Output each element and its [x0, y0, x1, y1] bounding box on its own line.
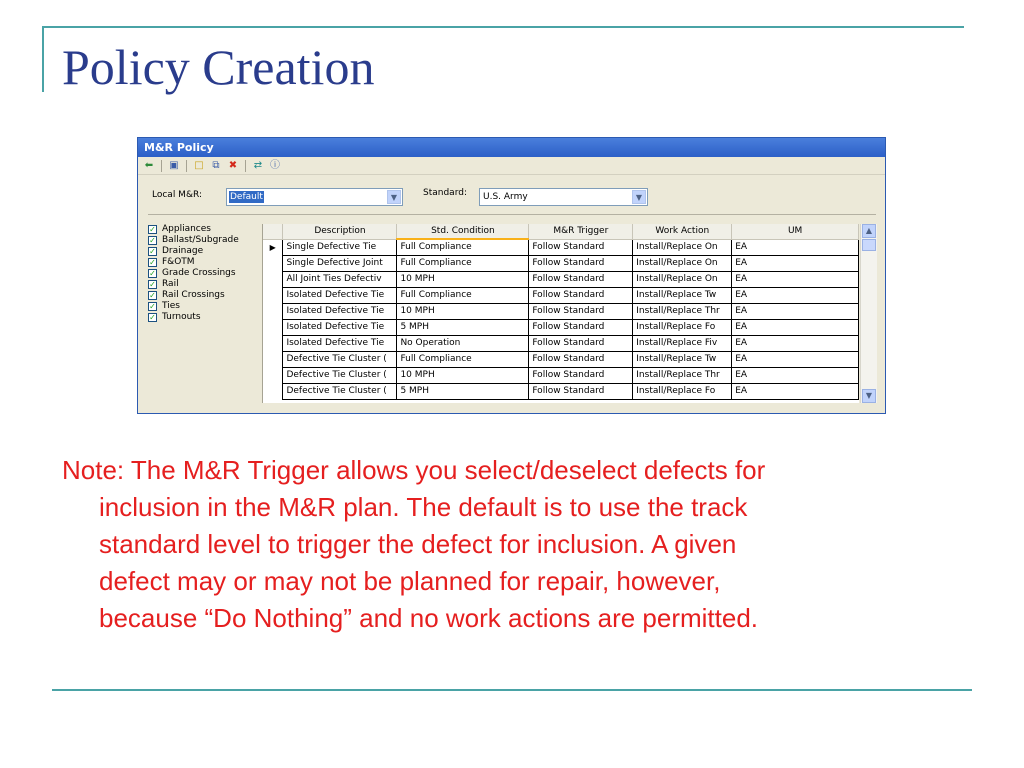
category-item[interactable]: [148, 312, 260, 322]
category-label: Drainage: [162, 246, 204, 256]
exit-icon[interactable]: ⬅: [144, 160, 154, 171]
category-item[interactable]: [148, 257, 260, 267]
row-selector-header: [263, 224, 283, 239]
category-label: Turnouts: [162, 312, 201, 322]
table-row[interactable]: [263, 303, 859, 319]
chevron-down-icon[interactable]: ▼: [632, 190, 646, 204]
row-selector[interactable]: [263, 367, 283, 383]
table-cell[interactable]: All Joint Ties Defectiv: [283, 271, 397, 287]
table-cell[interactable]: 10 MPH: [397, 303, 529, 319]
category-item[interactable]: [148, 301, 260, 311]
toolbar-separator: [161, 160, 162, 172]
scroll-thumb[interactable]: [862, 239, 876, 251]
category-item[interactable]: [148, 268, 260, 278]
table-row[interactable]: [263, 367, 859, 383]
checkbox[interactable]: ✓: [149, 312, 156, 322]
table-cell[interactable]: EA: [732, 351, 859, 367]
table-cell[interactable]: 10 MPH: [397, 367, 529, 383]
table-row[interactable]: [263, 351, 859, 367]
category-label: Ties: [162, 301, 180, 311]
table-cell[interactable]: Full Compliance: [397, 239, 529, 255]
column-header[interactable]: UM: [732, 224, 859, 239]
table-cell[interactable]: Install/Replace Fo: [633, 319, 732, 335]
table-cell[interactable]: Follow Standard: [529, 303, 633, 319]
category-label: Grade Crossings: [162, 268, 236, 278]
export-icon[interactable]: ⇄: [253, 160, 263, 171]
table-cell[interactable]: Follow Standard: [529, 255, 633, 271]
standard-select[interactable]: [479, 188, 648, 206]
row-selector[interactable]: [263, 303, 283, 319]
new-icon[interactable]: □: [194, 160, 204, 171]
local-mr-label: Local M&R:: [152, 190, 202, 200]
row-selector[interactable]: [263, 255, 283, 271]
row-selector[interactable]: [263, 271, 283, 287]
table-cell[interactable]: 5 MPH: [397, 383, 529, 399]
column-header[interactable]: Std. Condition: [397, 224, 529, 239]
column-header[interactable]: M&R Trigger: [529, 224, 633, 239]
category-item[interactable]: [148, 224, 260, 234]
filter-row: [148, 188, 878, 208]
note-line: Note: The M&R Trigger allows you select/deselect defects for: [62, 455, 766, 485]
column-header[interactable]: Work Action: [633, 224, 732, 239]
table-cell[interactable]: Defective Tie Cluster (: [283, 383, 397, 399]
toolbar: [138, 157, 885, 175]
table-row[interactable]: [263, 287, 859, 303]
row-selector[interactable]: [263, 383, 283, 399]
table-cell[interactable]: EA: [732, 255, 859, 271]
table-cell[interactable]: Follow Standard: [529, 367, 633, 383]
table-cell[interactable]: EA: [732, 303, 859, 319]
table-cell[interactable]: 10 MPH: [397, 271, 529, 287]
local-mr-value: Default: [230, 192, 263, 202]
checkbox[interactable]: ✓: [149, 301, 156, 311]
table-cell[interactable]: Install/Replace On: [633, 271, 732, 287]
checkbox[interactable]: ✓: [149, 257, 156, 267]
table-cell[interactable]: Install/Replace Fiv: [633, 335, 732, 351]
table-row[interactable]: [263, 271, 859, 287]
category-item[interactable]: [148, 246, 260, 256]
row-selector[interactable]: [263, 335, 283, 351]
slide-bottom-rule: [52, 689, 972, 691]
current-row-icon[interactable]: ▶: [263, 239, 283, 255]
column-header[interactable]: Description: [283, 224, 397, 239]
category-label: Appliances: [162, 224, 211, 234]
table-row[interactable]: [263, 335, 859, 351]
table-cell[interactable]: Full Compliance: [397, 255, 529, 271]
slide-left-rule: [42, 26, 44, 92]
table-row[interactable]: [263, 255, 859, 271]
table-cell[interactable]: Follow Standard: [529, 351, 633, 367]
checkbox[interactable]: ✓: [149, 235, 156, 245]
table-cell[interactable]: Isolated Defective Tie: [283, 303, 397, 319]
table-cell[interactable]: Follow Standard: [529, 271, 633, 287]
delete-icon[interactable]: ✖: [228, 160, 238, 171]
note-line: because “Do Nothing” and no work actions are permitted.: [99, 603, 759, 633]
table-cell[interactable]: Follow Standard: [529, 287, 633, 303]
table-cell[interactable]: Install/Replace On: [633, 255, 732, 271]
category-label: Rail: [162, 279, 179, 289]
row-selector[interactable]: [263, 287, 283, 303]
table-cell[interactable]: Single Defective Tie: [283, 239, 397, 255]
table-cell[interactable]: Isolated Defective Tie: [283, 319, 397, 335]
window-title: M&R Policy: [138, 138, 885, 157]
table-cell[interactable]: Install/Replace Tw: [633, 287, 732, 303]
toolbar-separator: [186, 160, 187, 172]
table-cell[interactable]: EA: [732, 367, 859, 383]
table-cell[interactable]: Follow Standard: [529, 335, 633, 351]
note-line: defect may or may not be planned for repair, however,: [99, 566, 721, 596]
category-item[interactable]: [148, 290, 260, 300]
category-label: Ballast/Subgrade: [162, 235, 239, 245]
table-cell[interactable]: EA: [732, 271, 859, 287]
table-cell[interactable]: Full Compliance: [397, 287, 529, 303]
note-line: standard level to trigger the defect for inclusion. A given: [99, 529, 737, 559]
table-cell[interactable]: Follow Standard: [529, 319, 633, 335]
category-label: F&OTM: [162, 257, 195, 267]
checkbox[interactable]: ✓: [149, 246, 156, 256]
table-cell[interactable]: Single Defective Joint: [283, 255, 397, 271]
table-cell[interactable]: 5 MPH: [397, 319, 529, 335]
slide-title: Policy Creation: [62, 39, 375, 95]
table-cell[interactable]: EA: [732, 287, 859, 303]
mr-policy-window: [137, 137, 886, 414]
chevron-down-icon[interactable]: ▼: [387, 190, 401, 204]
table-row[interactable]: [263, 319, 859, 335]
scroll-up-icon[interactable]: ▲: [862, 224, 876, 238]
table-cell[interactable]: Follow Standard: [529, 239, 633, 255]
checkbox[interactable]: ✓: [149, 268, 156, 278]
note-text: [62, 452, 942, 637]
table-cell[interactable]: EA: [732, 319, 859, 335]
table-cell[interactable]: Install/Replace Thr: [633, 367, 732, 383]
slide-top-rule: [42, 26, 964, 28]
table-cell[interactable]: Install/Replace On: [633, 239, 732, 255]
category-label: Rail Crossings: [162, 290, 225, 300]
table-row[interactable]: [263, 239, 859, 255]
vertical-scrollbar[interactable]: [860, 224, 877, 403]
table-cell[interactable]: EA: [732, 335, 859, 351]
table-cell[interactable]: Install/Replace Tw: [633, 351, 732, 367]
standard-value: U.S. Army: [483, 192, 528, 202]
toolbar-separator: [245, 160, 246, 172]
checkbox[interactable]: ✓: [149, 290, 156, 300]
scroll-down-icon[interactable]: ▼: [862, 389, 876, 403]
row-selector[interactable]: [263, 351, 283, 367]
note-line: inclusion in the M&R plan. The default is to use the track: [99, 492, 748, 522]
table-cell[interactable]: Isolated Defective Tie: [283, 287, 397, 303]
table-cell[interactable]: Follow Standard: [529, 383, 633, 399]
checkbox[interactable]: ✓: [149, 279, 156, 289]
table-cell[interactable]: Defective Tie Cluster (: [283, 367, 397, 383]
table-cell[interactable]: Install/Replace Thr: [633, 303, 732, 319]
table-cell[interactable]: EA: [732, 239, 859, 255]
save-icon[interactable]: ▣: [169, 160, 179, 171]
section-divider: [148, 214, 876, 215]
defect-grid: [262, 224, 859, 403]
copy-icon[interactable]: ⧉: [212, 160, 220, 171]
table-cell[interactable]: No Operation: [397, 335, 529, 351]
standard-label: Standard:: [423, 188, 467, 198]
table-cell[interactable]: Defective Tie Cluster (: [283, 351, 397, 367]
table-cell[interactable]: EA: [732, 383, 859, 399]
help-icon[interactable]: ⓘ: [270, 160, 280, 171]
local-mr-select[interactable]: [226, 188, 403, 206]
row-selector[interactable]: [263, 319, 283, 335]
table-cell[interactable]: Full Compliance: [397, 351, 529, 367]
category-item[interactable]: [148, 279, 260, 289]
checkbox[interactable]: ✓: [149, 224, 156, 234]
category-item[interactable]: [148, 235, 260, 245]
table-row[interactable]: [263, 383, 859, 399]
category-checklist: [148, 224, 260, 323]
table-cell[interactable]: Install/Replace Fo: [633, 383, 732, 399]
table-cell[interactable]: Isolated Defective Tie: [283, 335, 397, 351]
